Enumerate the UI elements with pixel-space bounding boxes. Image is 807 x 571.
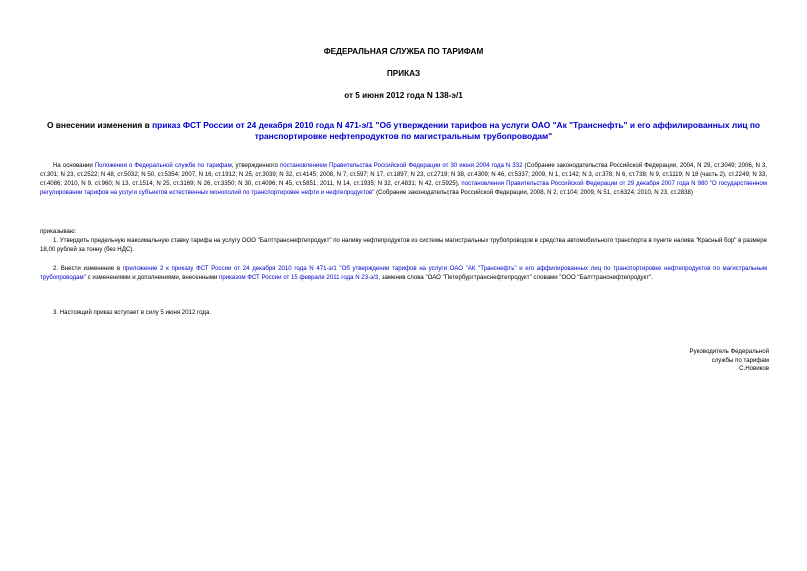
basis-text-2: , утвержденного	[231, 162, 280, 169]
order-item-2	[40, 264, 767, 282]
basis-text-3: (Собрание законодательства Российской Федерации, 2004, N 29, ст.3049; 2006, N 3, ст.301; N 23, ст.2522; N 48, ст.5032; N 50, ст.5354; 2007, N 16, ст.1912; N 25, ст.3039; N 32, ст.4145; 2008, N 7, ст.597; N 17, ст.1897; N 23, ст.2719; N 38, ст.4309; N 46, ст.5337; 2009, N 1, ст.142; N 3, ст.378; N 6, ст.738; N 9, ст.1119; N 18 (часть 2), ст.2249; N 33, ст.4086; 2010, N 9, ст.960; N 13, ст.1514; N 25, ст.3169; N 26, ст.3350; N 30, ст.4096; N 45, ст.5851; 2011, N 14, ст.1935; N 32, ст.4831; N 42, ст.5925),	[40, 162, 767, 187]
title-link[interactable]: приказ ФСТ России от 24 декабря 2010 года N 471-э/1 "Об утверждении тарифов на услуги ОАО "Ак "Транснефть" и его аффилированных лиц по транспортировке нефтепродуктов по магистральным трубопроводам"	[152, 120, 761, 141]
basis-link-resolution-332[interactable]: постановлением Правительства Российской Федерации от 30 июня 2004 года N 332	[279, 162, 523, 169]
orders-word: приказываю:	[40, 228, 77, 235]
document-number-heading: от 5 июня 2012 года N 138-э/1	[344, 91, 463, 100]
document-kind-heading: ПРИКАЗ	[386, 69, 421, 78]
signature-block	[569, 348, 769, 374]
organization-heading: ФЕДЕРАЛЬНАЯ СЛУЖБА ПО ТАРИФАМ	[323, 47, 484, 56]
basis-paragraph	[40, 161, 767, 197]
item2-link-order-23[interactable]: приказом ФСТ России от 15 февраля 2011 года N 23-э/3	[219, 274, 379, 281]
signature-line-1: Руководитель Федеральной	[689, 348, 769, 355]
signature-line-2: службы по тарифам	[711, 356, 769, 364]
basis-text-1: На основании	[53, 162, 95, 169]
title-prefix: О внесении изменения в	[46, 120, 153, 130]
basis-link-regulation[interactable]: Положения о Федеральной службе по тарифам	[94, 162, 232, 169]
item2-text-2: с изменениями и дополнениями, внесенными	[85, 274, 220, 281]
item2-text-1: 2. Внести изменение в	[53, 265, 123, 272]
basis-link-resolution-980[interactable]: постановления Правительства Российской Федерации от 29 декабря 2007 года N 980 "О государственном регулировании тарифов на услуги субъектов естественных монополий по транспортировке нефти и нефтепродуктов"	[40, 180, 767, 196]
order-item-1: 1. Утвердить предельную максимальную ставку тарифа на услугу ООО "Балттранснефтепродукт" по наливу нефтепродуктов из системы магистральных трубопроводов в средства автомобильного транспорта в пункте налива "Красный бор" в размере 18,00 рублей за тонну (без НДС).	[40, 237, 767, 253]
order-item-3: 3. Настоящий приказ вступает в силу 5 июня 2012 года.	[53, 309, 212, 316]
document-title	[40, 120, 767, 142]
item2-link-appendix[interactable]: приложение 2 к приказу ФСТ России от 24 декабря 2010 года N 471-э/1 "Об утверждении тарифов на услуги ОАО "АК "Транснефть" и его аффилированных лиц по транспортировке нефтепродуктов по магистральным трубопроводам"	[40, 265, 768, 281]
basis-text-4: (Собрание законодательства Российской Федерации, 2008, N 2, ст.104; 2009, N 51, ст.6324; 2010, N 23, ст.2838)	[374, 189, 693, 196]
item2-text-3: , заменив слова "ОАО "Петербургтранснефтепродукт" словами "ООО "Балттранснефтепродукт".	[378, 274, 653, 281]
signature-name: С.Новиков	[739, 365, 769, 372]
